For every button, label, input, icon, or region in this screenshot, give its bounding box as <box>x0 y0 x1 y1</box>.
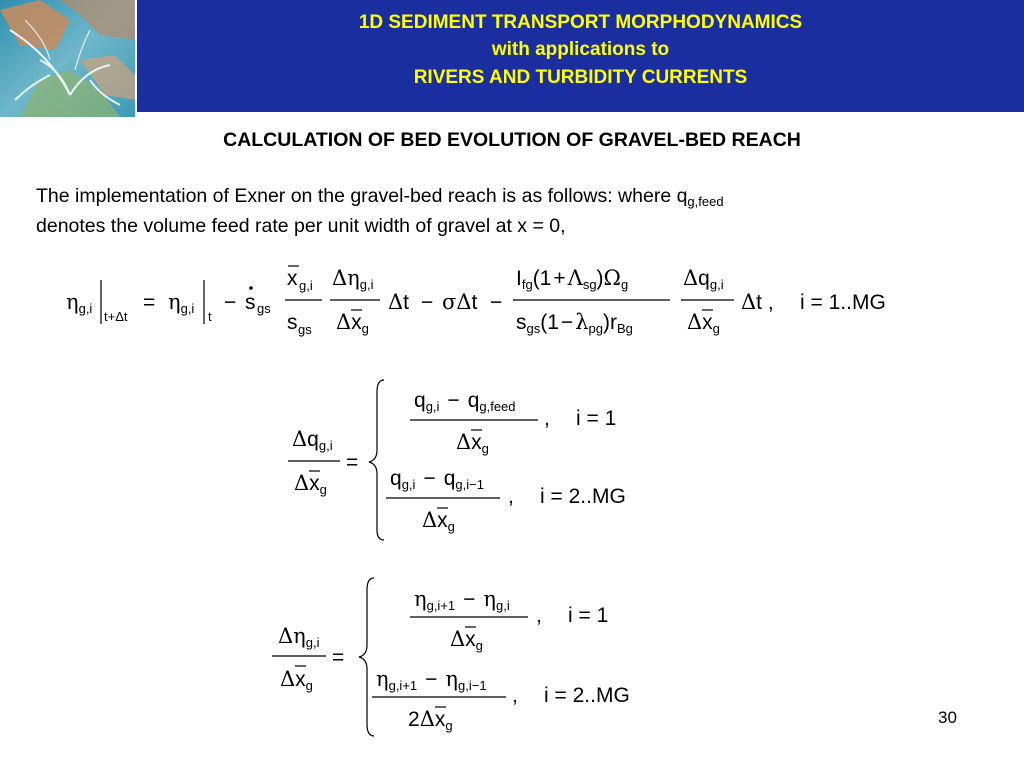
intro-line1-subscript: g,feed <box>687 194 724 209</box>
svg-text:qg,i−qg,i−1: qg,i − qg,i−1 <box>390 467 484 492</box>
svg-text:i = 1..MG: i = 1..MG <box>800 291 886 314</box>
svg-text:ηg,i: ηg,i <box>66 290 93 316</box>
svg-text:−: − <box>224 291 237 314</box>
svg-text:−: − <box>421 291 434 314</box>
svg-text:i = 1: i = 1 <box>568 604 609 627</box>
svg-text:t: t <box>208 309 212 324</box>
svg-text:Δxg: Δxg <box>687 310 720 336</box>
intro-line1: The implementation of Exner on the gravel-bed reach is as follows: where q <box>36 185 688 207</box>
svg-text:Δt: Δt <box>388 290 410 314</box>
svg-text:g,i: g,i <box>299 278 313 293</box>
svg-text:ηg,i+1−ηg,i: ηg,i+1 − ηg,i <box>414 587 510 613</box>
svg-text:ηg,i: ηg,i <box>168 290 195 316</box>
svg-text:=: = <box>143 291 156 314</box>
svg-text:Δqg,i: Δqg,i <box>683 266 724 292</box>
svg-text:2Δxg: 2Δxg <box>408 707 453 733</box>
svg-text:Δxg: Δxg <box>450 627 483 653</box>
header-title-line3: RIVERS AND TURBIDITY CURRENTS <box>413 67 748 88</box>
svg-text:Δxg: Δxg <box>280 667 313 693</box>
header-title-line1: 1D SEDIMENT TRANSPORT MORPHODYNAMICS <box>358 12 803 33</box>
svg-text:Δqg,i: Δqg,i <box>292 427 333 453</box>
svg-text:=: = <box>332 646 345 669</box>
svg-text:ηg,i+1−ηg,i−1: ηg,i+1 − ηg,i−1 <box>376 667 487 693</box>
svg-text:,: , <box>544 407 550 430</box>
intro-line2: denotes the volume feed rate per unit width of gravel at x = 0, <box>36 215 566 237</box>
svg-text:Δηg,i: Δηg,i <box>278 624 320 650</box>
svg-text:Δxg: Δxg <box>294 471 327 497</box>
bed-slope-difference-equation <box>272 578 630 736</box>
svg-text:Δxg: Δxg <box>456 430 489 456</box>
svg-text:,: , <box>508 485 514 508</box>
svg-text:sgs(1−λpg)rBg: sgs(1−λpg)rBg <box>516 310 633 336</box>
slide-subtitle: CALCULATION OF BED EVOLUTION OF GRAVEL-BED REACH <box>223 129 801 151</box>
svg-text:Ifg(1+Λsg)Ωg: Ifg(1+Λsg)Ωg <box>516 266 629 292</box>
page-number: 30 <box>938 708 957 727</box>
header-title-line2: with applications to <box>491 39 670 60</box>
svg-text:σΔt: σΔt <box>442 290 478 314</box>
svg-text:i = 2..MG: i = 2..MG <box>540 485 626 508</box>
svg-text:Δxg: Δxg <box>336 310 369 336</box>
svg-text:s: s <box>287 311 298 334</box>
svg-text:gs: gs <box>257 301 271 316</box>
svg-text:,: , <box>536 604 542 627</box>
svg-text:gs: gs <box>298 322 312 337</box>
feed-difference-equation <box>288 380 626 540</box>
svg-text:x: x <box>287 267 298 290</box>
svg-text:−: − <box>490 291 503 314</box>
svg-text:Δxg: Δxg <box>422 508 455 534</box>
svg-text:Δηg,i: Δηg,i <box>332 266 374 292</box>
svg-text:t+Δt: t+Δt <box>104 309 128 324</box>
svg-text:qg,i−qg,feed: qg,i − qg,feed <box>414 389 516 414</box>
svg-text:i = 2..MG: i = 2..MG <box>544 684 630 707</box>
svg-text:,: , <box>512 684 518 707</box>
svg-text:=: = <box>346 451 359 474</box>
exner-equation <box>66 266 886 337</box>
svg-text:i = 1: i = 1 <box>576 407 617 430</box>
svg-text:s: s <box>245 291 256 314</box>
svg-text:Δt ,: Δt , <box>741 290 774 314</box>
